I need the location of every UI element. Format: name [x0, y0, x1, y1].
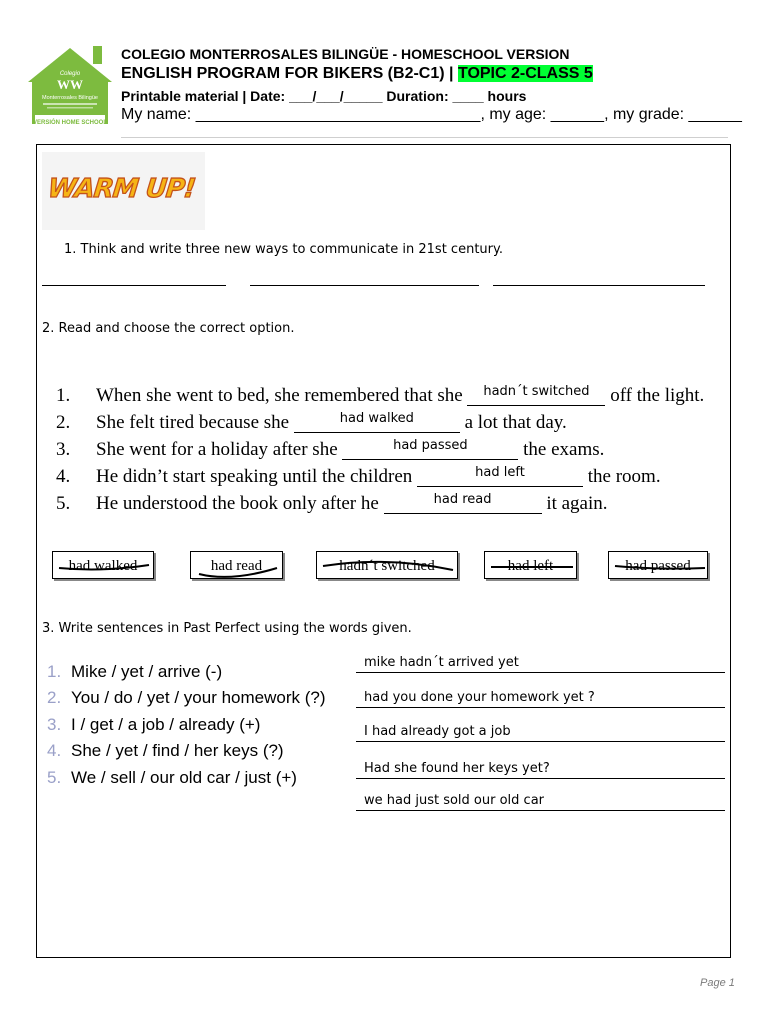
sentence-before: He understood the book only after he	[96, 493, 384, 514]
name-line: My name: ________________________________, my age: ______, my grade: ______	[121, 106, 742, 123]
sentence-after: the room.	[583, 466, 661, 487]
answer-blank-2[interactable]	[250, 285, 479, 286]
answer-text: had passed	[393, 438, 468, 453]
answer-blank[interactable]	[342, 438, 518, 460]
strike-mark-icon	[485, 552, 577, 579]
word-bank-text: had read	[210, 558, 263, 574]
sentence-answer-4[interactable]	[356, 760, 725, 779]
answer-blank[interactable]	[467, 384, 605, 406]
warm-up-banner	[42, 152, 205, 230]
item-number: 4.	[47, 741, 62, 760]
word-bank-text: had walked	[68, 558, 138, 574]
sentence-after: off the light.	[605, 385, 705, 406]
item-number: 1.	[47, 662, 62, 681]
answer-text: had you done your homework yet ?	[364, 690, 595, 705]
item-number: 5.	[56, 493, 71, 514]
svg-text:VERSIÓN HOME SCHOOL: VERSIÓN HOME SCHOOL	[32, 120, 108, 126]
sentence-before: When she went to bed, she remembered that she	[96, 385, 468, 406]
word-bank-option[interactable]	[316, 551, 458, 579]
prompt-words: I / get / a job / already (+)	[71, 715, 261, 734]
sentence-before: She felt tired because she	[96, 412, 294, 433]
item-number: 3.	[56, 439, 71, 460]
answer-text: we had just sold our old car	[364, 793, 545, 808]
word-bank-option[interactable]	[608, 551, 708, 579]
sentence-answer-3[interactable]	[356, 723, 725, 742]
answer-blank[interactable]	[417, 465, 583, 487]
exercise3-prompt: 3. Write sentences in Past Perfect using the words given.	[42, 621, 412, 636]
answer-text: I had already got a job	[364, 724, 511, 739]
word-bank-text: had passed	[625, 558, 691, 574]
answer-blank-1[interactable]	[42, 285, 226, 286]
choice-sentence-2	[56, 412, 567, 434]
answer-text: mike hadn´t arrived yet	[364, 655, 519, 670]
sentence-answer-1[interactable]	[356, 654, 725, 673]
item-number: 2.	[56, 412, 71, 433]
word-bank-text: hadn´t switched	[339, 558, 435, 574]
item-number: 5.	[47, 768, 62, 787]
answer-blank[interactable]	[384, 492, 542, 514]
prompt-words: We / sell / our old car / just (+)	[71, 768, 297, 787]
sentence-prompt-4	[47, 741, 284, 761]
program-title	[121, 65, 593, 83]
page-number: Page 1	[700, 977, 735, 989]
prompt-words: She / yet / find / her keys (?)	[71, 741, 284, 760]
item-number: 1.	[56, 385, 71, 406]
svg-text:WW: WW	[57, 77, 83, 92]
item-number: 3.	[47, 715, 62, 734]
strike-mark-icon	[317, 552, 458, 579]
program-name: ENGLISH PROGRAM FOR BIKERS (B2-C1) |	[121, 65, 454, 82]
sentence-prompt-2	[47, 688, 326, 708]
sentence-answer-5[interactable]	[356, 792, 725, 811]
answer-blank[interactable]	[294, 411, 460, 433]
choice-sentence-4	[56, 466, 661, 488]
topic-label: TOPIC 2-CLASS 5	[457, 65, 593, 82]
sentence-after: the exams.	[518, 439, 605, 460]
answer-text: had read	[433, 492, 492, 507]
sentence-after: a lot that day.	[459, 412, 567, 433]
word-bank-text: had left	[507, 558, 554, 574]
prompt-words: Mike / yet / arrive (-)	[71, 662, 223, 681]
exercise2-prompt: 2. Read and choose the correct option.	[42, 321, 295, 336]
prompt-words: You / do / yet / your homework (?)	[71, 688, 326, 707]
answer-text: hadn´t switched	[483, 384, 590, 399]
sentence-after: it again.	[541, 493, 608, 514]
svg-text:Monterrosales Bilingüe: Monterrosales Bilingüe	[42, 95, 98, 101]
choice-sentence-3	[56, 439, 604, 461]
svg-text:Colegio: Colegio	[59, 71, 81, 77]
word-bank-option[interactable]	[484, 551, 577, 579]
warm-up-label: WARM UP!	[46, 174, 197, 204]
sentence-before: He didn’t start speaking until the children	[96, 466, 417, 487]
sentence-answer-2[interactable]	[356, 689, 725, 708]
sentence-prompt-5	[47, 768, 297, 788]
word-bank-option[interactable]	[190, 551, 283, 579]
choice-sentence-1	[56, 385, 704, 407]
sentence-prompt-3	[47, 715, 260, 735]
sentence-prompt-1	[47, 662, 222, 682]
answer-text: had walked	[339, 411, 414, 426]
printable-line: Printable material | Date: ___/___/_____ Duration: ____ hours	[121, 88, 527, 104]
header-divider	[121, 137, 728, 138]
item-number: 2.	[47, 688, 62, 707]
answer-text: had left	[475, 465, 525, 480]
exercise1-prompt: 1. Think and write three new ways to communicate in 21st century.	[64, 242, 503, 257]
strike-mark-icon	[609, 552, 708, 579]
strike-mark-icon	[53, 552, 154, 579]
word-bank-option[interactable]	[52, 551, 154, 579]
school-logo	[25, 42, 115, 132]
choice-sentence-5	[56, 493, 608, 515]
strike-mark-icon	[191, 552, 283, 579]
answer-blank-3[interactable]	[493, 285, 705, 286]
school-name: COLEGIO MONTERROSALES BILINGÜE - HOMESCHOOL VERSION	[121, 46, 570, 62]
answer-text: Had she found her keys yet?	[364, 761, 550, 776]
item-number: 4.	[56, 466, 71, 487]
sentence-before: She went for a holiday after she	[96, 439, 343, 460]
